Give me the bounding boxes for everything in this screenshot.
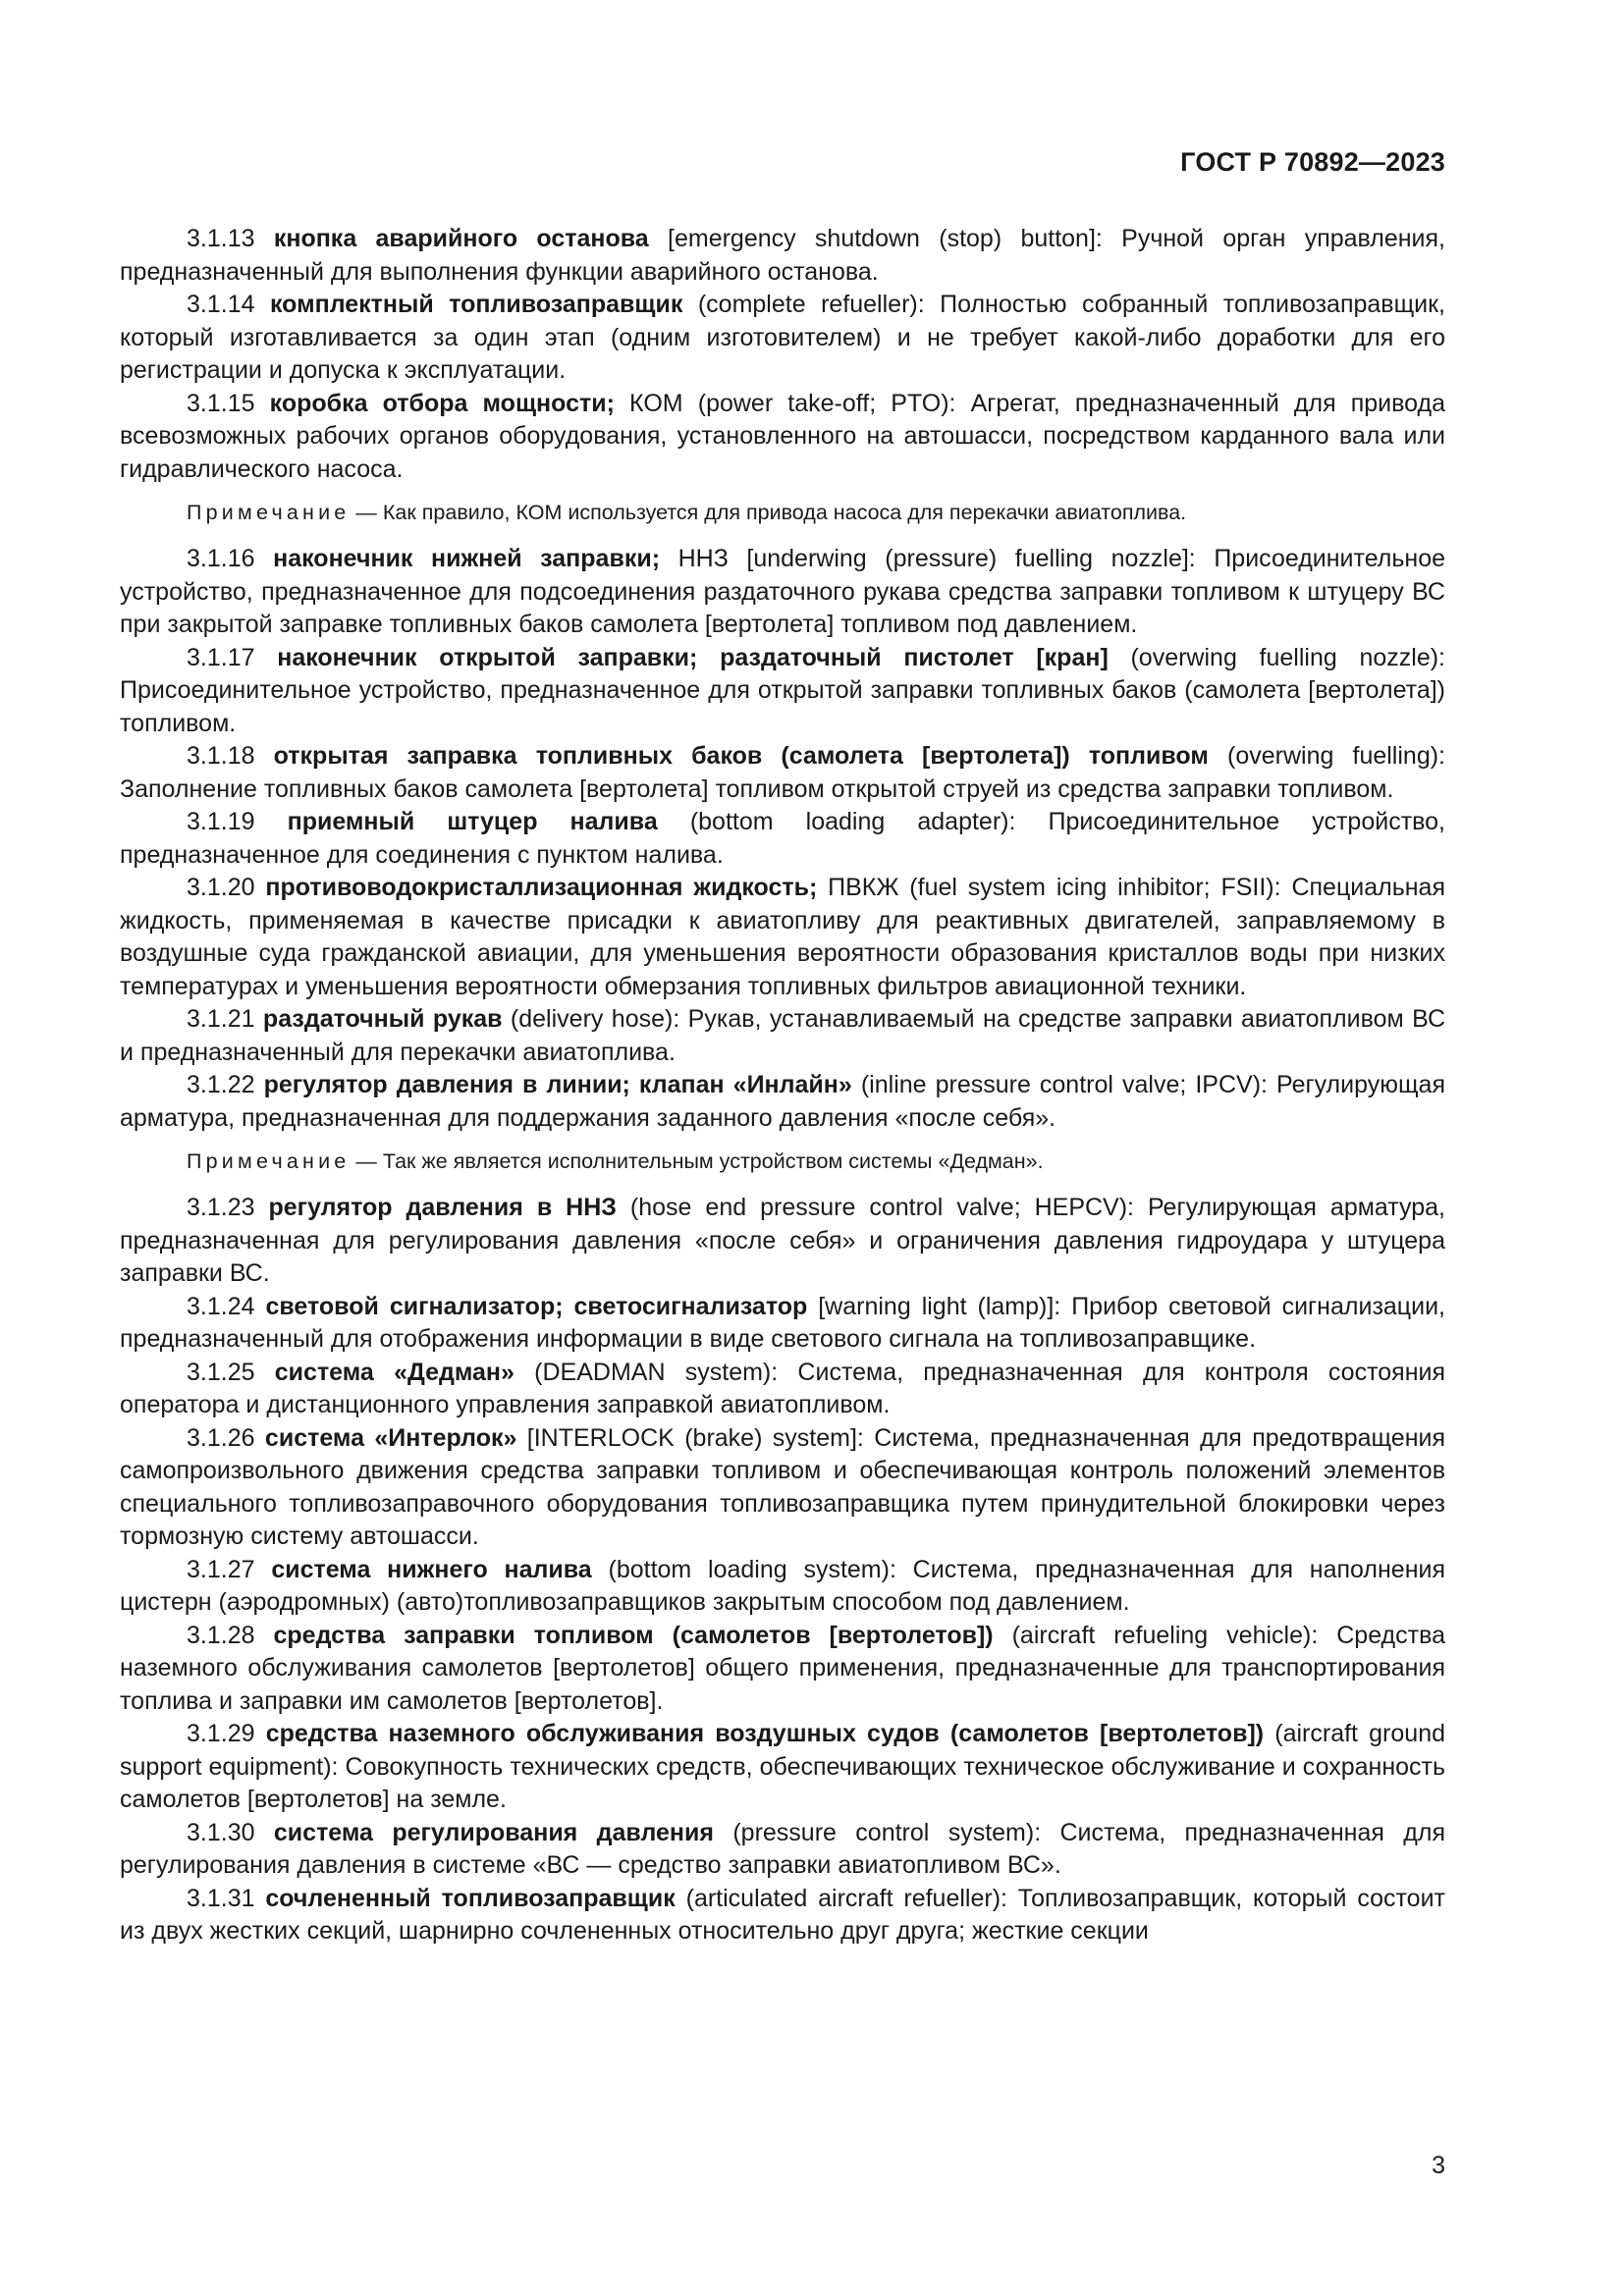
term-entry-3-1-19 [120,806,1445,872]
term-name: регулятор давления в ННЗ [268,1194,617,1221]
term-definition: ННЗ [underwing (pressure) fuelling nozzle]: Присоединительное устройство, предназначенное для подсоединения раздаточного рукава средства заправки топливом к штуцеру ВС при закрытой заправке топливных баков самолета [вертолета] топливом под давлением. [120,545,1445,638]
term-number: 3.1.20 [187,874,255,901]
note-deadman [120,1147,1445,1176]
term-definition: (DEADMAN system): Система, предназначенная для контроля состояния оператора и дистанционного управления заправкой авиатопливом. [120,1358,1446,1418]
term-entry-3-1-28 [120,1620,1445,1719]
term-definition: (aircraft refueling vehicle): Средства наземного обслуживания самолетов [вертолетов] общего применения, предназначенные для транспортирования топлива и заправки им самолетов [вертолетов]. [120,1621,1445,1715]
term-definition: (overwing fuelling): Заполнение топливных баков самолета [вертолета] топливом открытой струей из средства заправки топливом. [120,742,1445,803]
term-definition: ПВКЖ (fuel system icing inhibitor; FSII): Специальная жидкость, применяемая в качестве присадки к авиатопливу для реактивных двигателей, заправляемому в воздушные суда гражданской авиации, для уменьшения вероятности образования кристаллов воды при низких температурах и уменьшения вероятности обмерзания топливных фильтров авиационной техники. [120,874,1445,1000]
term-name: система «Дедман» [274,1358,514,1386]
term-definition: (articulated aircraft refueller): Топливозаправщик, который состоит из двух жестких секций, шарнирно сочлененных относительно друг друга; жесткие секции [120,1884,1445,1945]
term-number: 3.1.28 [187,1621,255,1649]
term-name: раздаточный рукав [262,1005,503,1033]
term-number: 3.1.13 [187,225,255,252]
terms-list [120,223,1445,1949]
term-name: система регулирования давления [273,1818,714,1846]
term-name: средства заправки топливом (самолетов [вертолетов]) [273,1621,994,1649]
term-entry-3-1-16 [120,543,1445,642]
term-entry-3-1-21 [120,1003,1445,1069]
term-entry-3-1-22 [120,1069,1445,1135]
term-definition: [warning light (lamp)]: Прибор световой сигнализации, предназначенный для отображения информации в виде светового сигнала на топливозаправщике. [120,1292,1446,1353]
term-entry-3-1-25 [120,1357,1445,1422]
term-name: противоводокристаллизационная жидкость; [265,874,818,901]
term-number: 3.1.29 [187,1720,255,1747]
note-kom [120,498,1445,527]
term-definition: (aircraft ground support equipment): Совокупность технических средств, обеспечивающих техническое обслуживание и сохранность самолетов [вертолетов] на земле. [120,1720,1446,1813]
term-definition: (pressure control system): Система, предназначенная для регулирования давления в системе «ВС — средство заправки авиатопливом ВС». [120,1818,1445,1879]
term-number: 3.1.21 [187,1005,255,1033]
term-name: система нижнего налива [271,1555,592,1583]
page-number: 3 [1432,2152,1445,2179]
term-name: регулятор давления в линии; клапан «Инлайн» [263,1071,852,1098]
term-name: средства наземного обслуживания воздушных судов (самолетов [вертолетов]) [265,1720,1265,1747]
term-entry-3-1-26 [120,1422,1445,1554]
term-number: 3.1.25 [187,1358,255,1386]
term-entry-3-1-15 [120,388,1445,487]
term-entry-3-1-30 [120,1817,1445,1883]
term-name: наконечник нижней заправки; [273,545,661,572]
term-name: кнопка аварийного останова [273,225,649,252]
term-name: система «Интерлок» [264,1423,517,1452]
document-page [120,0,1445,2296]
term-entry-3-1-27 [120,1554,1445,1620]
term-number: 3.1.24 [187,1292,255,1320]
term-number: 3.1.19 [187,808,255,835]
term-name: световой сигнализатор; светосигнализатор [265,1292,808,1320]
note-text: — Как правило, КОМ используется для привода насоса для перекачки авиатоплива. [350,501,1187,524]
term-number: 3.1.31 [187,1884,255,1912]
term-entry-3-1-23 [120,1192,1445,1291]
term-number: 3.1.16 [187,545,255,572]
term-definition: КОМ (power take-off; PTO): Агрегат, предназначенный для привода всевозможных рабочих органов оборудования, установленного на автошасси, посредством карданного вала или гидравлического насоса. [120,389,1445,483]
note-label: Примечание [187,501,351,524]
term-entry-3-1-31 [120,1883,1445,1949]
document-id-header: ГОСТ Р 70892—2023 [1180,147,1445,177]
term-number: 3.1.18 [187,742,255,770]
term-number: 3.1.17 [187,643,255,671]
term-definition: (bottom loading system): Система, предназначенная для наполнения цистерн (аэродромных) (авто)топливозаправщиков закрытым способом под давлением. [120,1555,1446,1616]
term-entry-3-1-20 [120,872,1445,1003]
term-name: комплектный топливозаправщик [270,291,683,318]
term-entry-3-1-13 [120,223,1445,289]
term-number: 3.1.26 [187,1423,255,1452]
term-entry-3-1-18 [120,740,1445,806]
term-name: наконечник открытой заправки; раздаточный пистолет [кран] [277,643,1109,671]
term-name: коробка отбора мощности; [269,389,615,417]
term-name: сочлененный топливозаправщик [265,1884,676,1912]
term-name: приемный штуцер налива [287,808,658,835]
term-entry-3-1-14 [120,289,1445,388]
term-number: 3.1.14 [187,291,255,318]
term-number: 3.1.30 [187,1818,255,1846]
term-definition: (hose end pressure control valve; HEPCV): Регулирующая арматура, предназначенная для регулирования давления «после себя» и ограничения давления гидроудара у штуцера заправки ВС. [120,1194,1445,1287]
term-number: 3.1.22 [187,1071,255,1098]
term-definition: [INTERLOCK (brake) system]: Система, предназначенная для предотвращения самопроизвольного движения средства заправки топливом и обеспечивающая контроль положений элементов специального топливозаправочного оборудования топливозаправщика путем принудительной блокировки через тормозную систему автошасси. [120,1423,1445,1550]
term-definition: (overwing fuelling nozzle): Присоединительное устройство, предназначенное для открытой заправки топливных баков (самолета [вертолета]) топливом. [120,643,1445,737]
term-name: открытая заправка топливных баков (самолета [вертолета]) топливом [273,742,1209,770]
note-text: — Так же является исполнительным устройством системы «Дедман». [350,1149,1044,1173]
term-definition: (bottom loading adapter): Присоединительное устройство, предназначенное для соединения с пунктом налива. [120,808,1445,869]
note-label: Примечание [187,1149,351,1173]
term-definition: (complete refueller): Полностью собранный топливозаправщик, который изготавливается за один этап (одним изготовителем) и не требует какой-либо доработки для его регистрации и допуска к эксплуатации. [120,291,1445,384]
term-definition: (delivery hose): Рукав, устанавливаемый на средстве заправки авиатопливом ВС и предназначенный для перекачки авиатоплива. [120,1005,1445,1066]
term-number: 3.1.27 [187,1555,255,1583]
term-number: 3.1.15 [187,389,255,417]
term-number: 3.1.23 [187,1194,255,1221]
term-definition: (inline pressure control valve; IPCV): Регулирующая арматура, предназначенная для поддержания заданного давления «после себя». [120,1071,1445,1132]
term-entry-3-1-24 [120,1291,1445,1357]
term-definition: [emergency shutdown (stop) button]: Ручной орган управления, предназначенный для выполнения функции аварийного останова. [120,225,1445,286]
term-entry-3-1-17 [120,642,1445,741]
term-entry-3-1-29 [120,1718,1445,1817]
